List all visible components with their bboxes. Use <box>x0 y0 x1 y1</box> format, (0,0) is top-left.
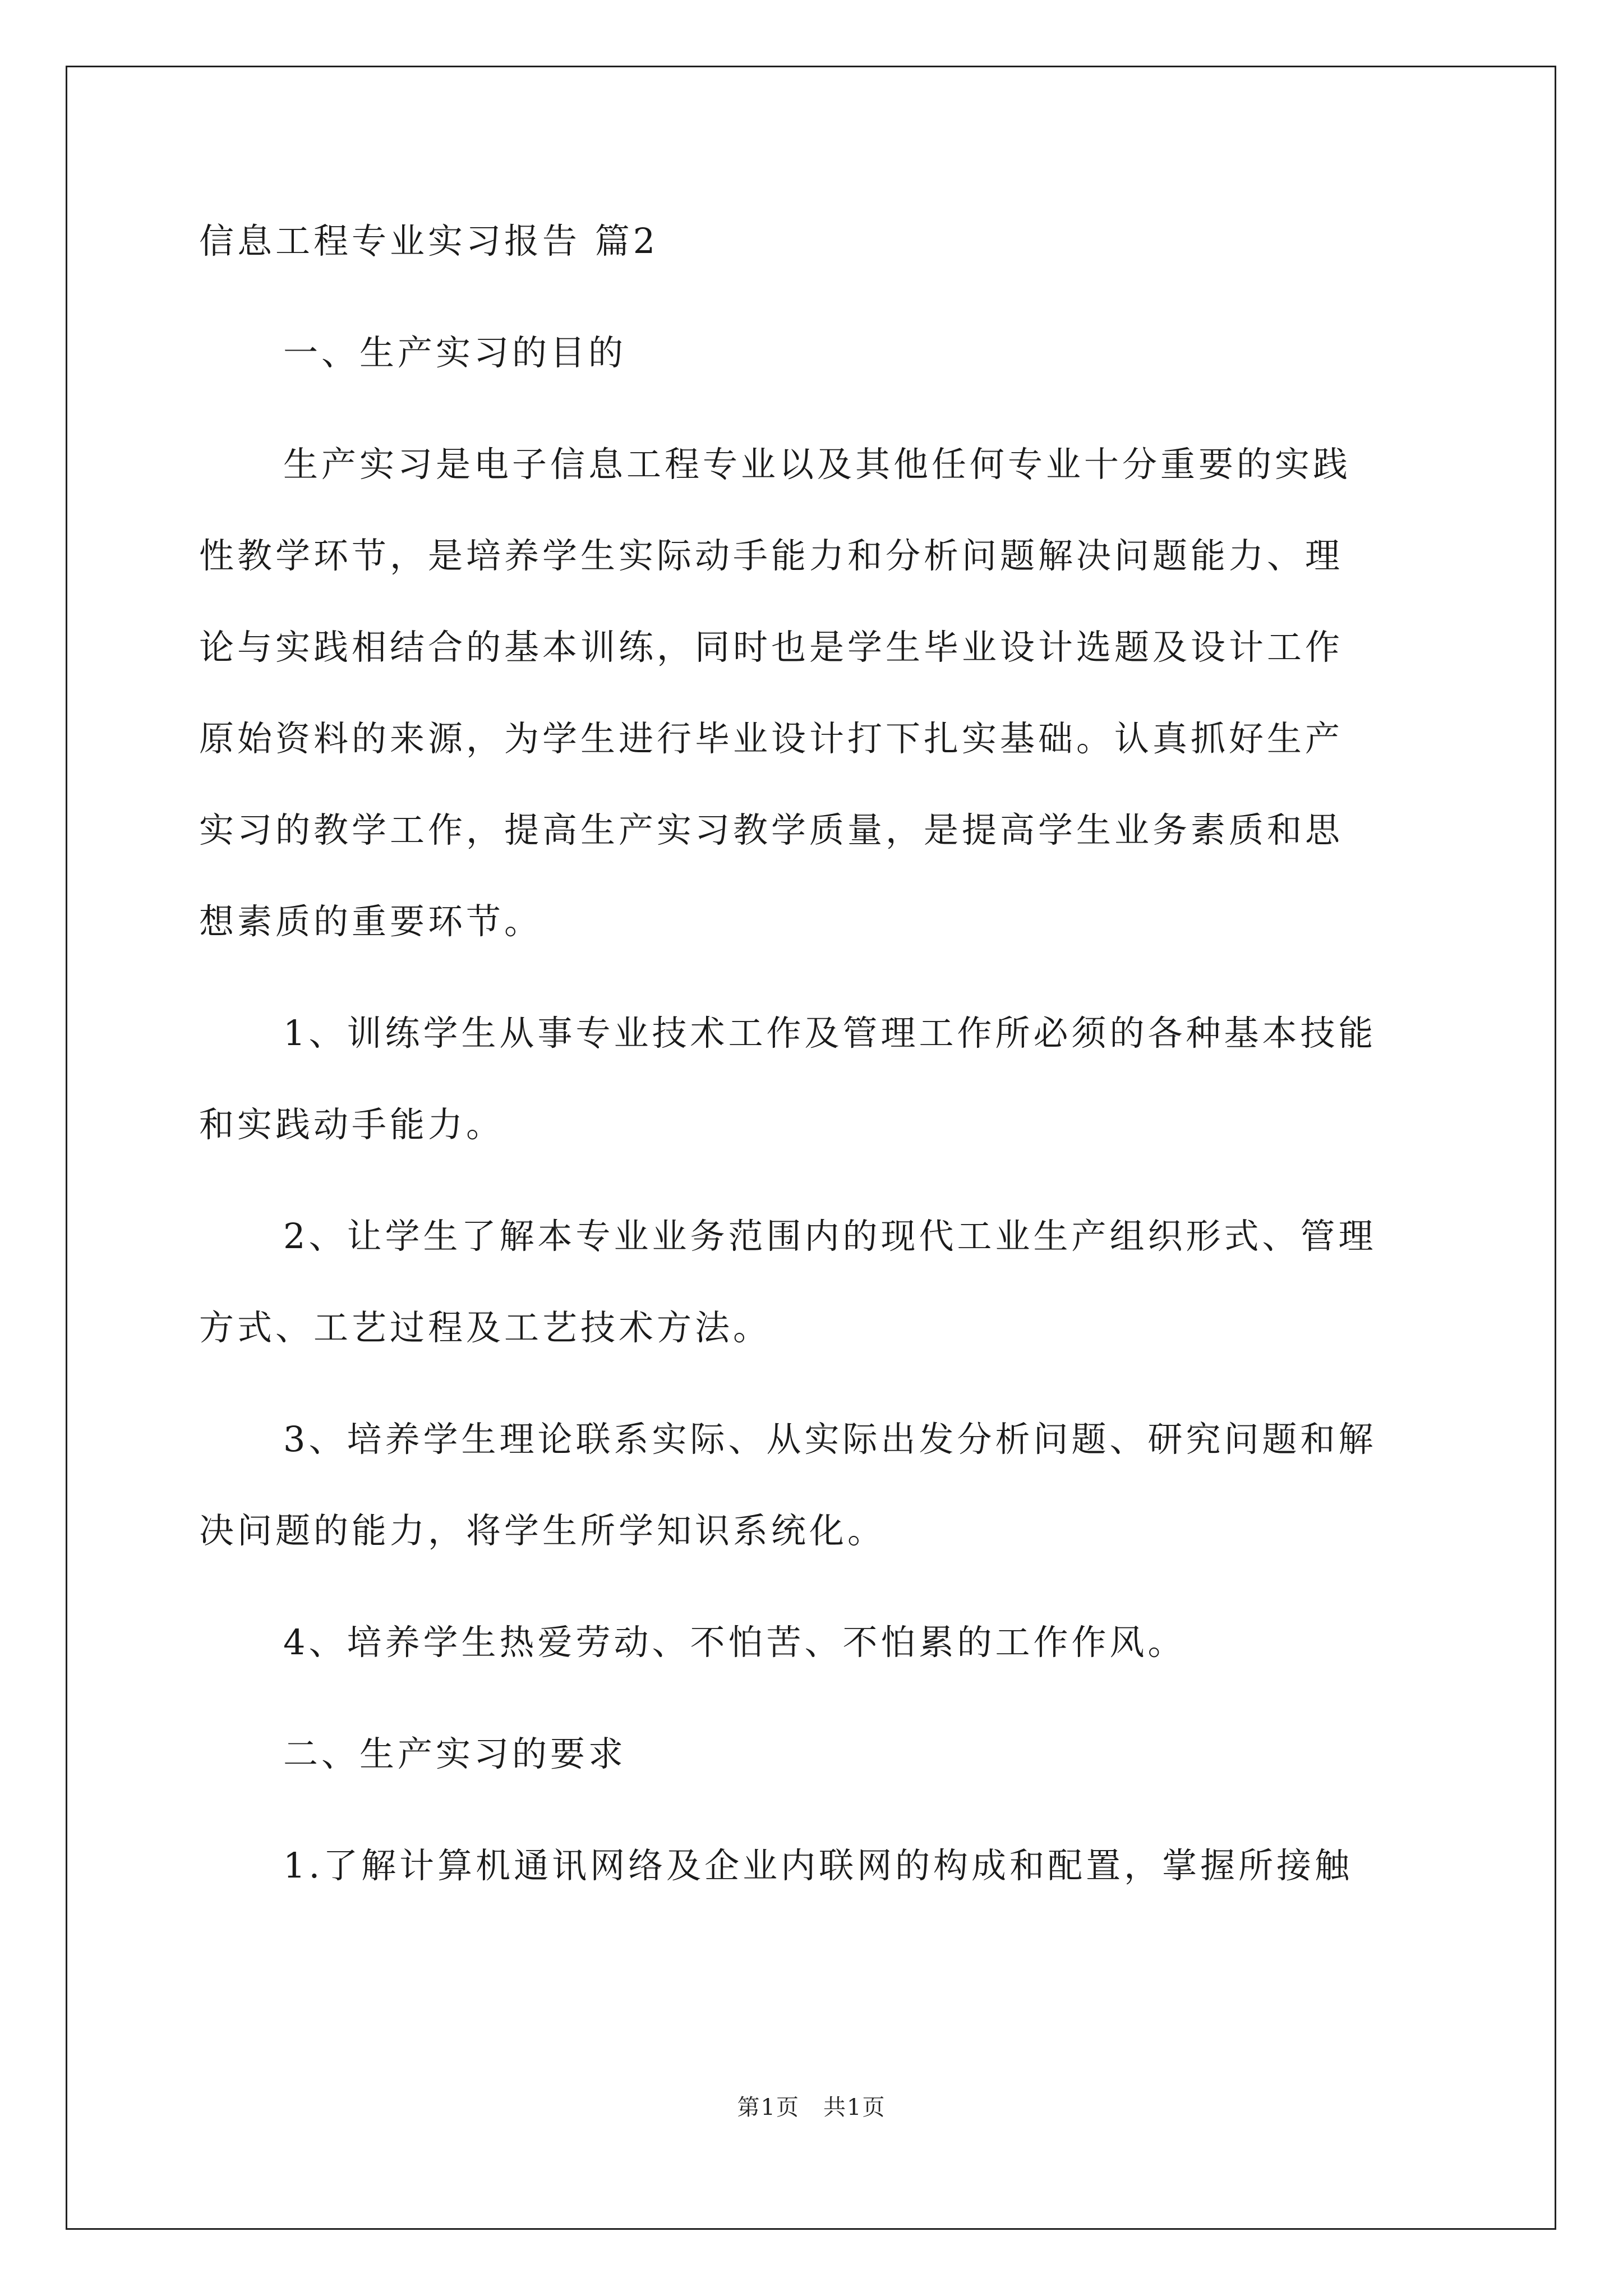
paragraph-line: 性教学环节，是培养学生实际动手能力和分析问题解决问题能力、理 <box>199 535 1344 576</box>
document-body <box>199 222 1427 1885</box>
document-title: 信息工程专业实习报告 篇2 <box>199 220 659 261</box>
list-item-line: 决问题的能力，将学生所学知识系统化。 <box>199 1510 886 1551</box>
page-footer: 第1页 共1页 <box>737 2095 886 2120</box>
paragraph-line: 原始资料的来源，为学生进行毕业设计打下扎实基础。认真抓好生产 <box>199 718 1344 759</box>
section-heading-purpose: 一、生产实习的目的 <box>283 332 627 373</box>
list-item-line: 3、培养学生理论联系实际、从实际出发分析问题、研究问题和解 <box>283 1419 1377 1460</box>
list-item-line: 方式、工艺过程及工艺技术方法。 <box>199 1307 772 1348</box>
paragraph-line: 论与实践相结合的基本训练，同时也是学生毕业设计选题及设计工作 <box>199 627 1344 668</box>
list-item-line: 2、让学生了解本专业业务范围内的现代工业生产组织形式、管理 <box>283 1216 1377 1257</box>
paragraph-purpose <box>199 445 1427 941</box>
list-item-4: 4、培养学生热爱劳动、不怕苦、不怕累的工作作风。 <box>283 1622 1186 1663</box>
requirement-item-1: 1.了解计算机通讯网络及企业内联网的构成和配置，掌握所接触 <box>283 1845 1353 1886</box>
list-item-line: 1、训练学生从事专业技术工作及管理工作所必须的各种基本技能 <box>283 1013 1377 1053</box>
list-item-1 <box>199 1014 1427 1144</box>
paragraph-line: 生产实习是电子信息工程专业以及其他任何专业十分重要的实践 <box>283 444 1352 485</box>
paragraph-line: 实习的教学工作，提高生产实习教学质量，是提高学生业务素质和思 <box>199 809 1344 850</box>
paragraph-line: 想素质的重要环节。 <box>199 901 543 942</box>
section-heading-requirements: 二、生产实习的要求 <box>283 1733 627 1774</box>
list-item-line: 和实践动手能力。 <box>199 1104 505 1145</box>
list-item-2 <box>199 1217 1427 1347</box>
list-item-3 <box>199 1420 1427 1550</box>
